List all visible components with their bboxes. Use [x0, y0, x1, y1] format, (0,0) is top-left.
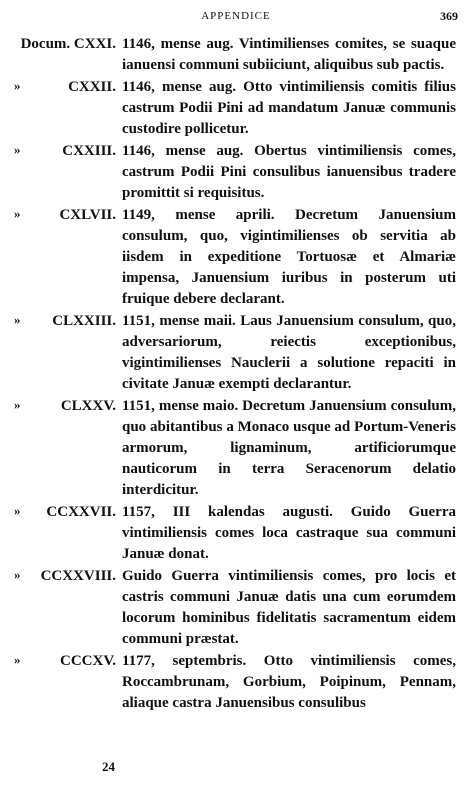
document-entry	[0, 502, 472, 565]
document-number: CXLVII.	[59, 207, 116, 223]
ditto-mark: »	[14, 567, 21, 582]
document-summary: 1146, mense aug. Otto vintimiliensis comitis filius castrum Podii Pini ad mandatum Januæ communis custodire pollicetur.	[122, 79, 456, 137]
ditto-mark: »	[14, 503, 21, 518]
document-number: CXXII.	[68, 79, 116, 95]
document-summary: 1157, III kalendas augusti. Guido Guerra vintimiliensis comes loca castraque sua communi Januæ donat.	[122, 504, 456, 562]
document-summary: 1151, mense maio. Decretum Januensium consulum, quo abitantibus a Monaco usque ad Portum-Veneris armorum, lignaminum, artificiorumque nauticorum in terra Seracenorum delatio interdicitur.	[122, 398, 456, 498]
ditto-mark: »	[14, 78, 21, 93]
ditto-mark: »	[14, 652, 21, 667]
ditto-mark: »	[14, 397, 21, 412]
document-number: CLXXV.	[60, 398, 116, 414]
document-number: CXXIII.	[62, 143, 116, 159]
document-summary: 1149, mense aprili. Decretum Januensium consulum, quo, vigintimilienses ob servitia ab iisdem in expeditione Tortuosæ et Almariæ impensa, Januensium iuribus in posterum uti fruique debere declarant.	[122, 207, 456, 307]
document-number: CCXXVII.	[46, 504, 116, 520]
document-number: CCXXVIII.	[40, 568, 116, 584]
document-entry	[0, 77, 472, 140]
document-entry	[0, 651, 472, 714]
document-number: Docum. CXXI.	[20, 36, 116, 52]
document-list	[0, 34, 472, 715]
page-number: 369	[440, 9, 458, 23]
page-header	[0, 8, 472, 26]
document-summary: Guido Guerra vintimiliensis comes, pro locis et castris communi Januæ datis una cum eorumdem locorum hominibus fidelitatis sacramentum eidem communi præstat.	[122, 568, 456, 647]
document-entry	[0, 311, 472, 395]
ditto-mark: »	[14, 142, 21, 157]
signature-mark: 24	[102, 759, 115, 774]
document-entry	[0, 205, 472, 310]
ditto-mark: »	[14, 312, 21, 327]
document-summary: 1146, mense aug. Vintimilienses comites, se suaque ianuensi communi subiiciunt, aliquibus sub pactis.	[122, 36, 456, 73]
document-summary: 1177, septembris. Otto vintimiliensis comes, Roccambrunam, Gorbium, Poipinum, Pennam, aliaque castra Januensibus consulibus	[122, 653, 456, 711]
document-summary: 1146, mense aug. Obertus vintimiliensis comes, castrum Podii Pini consulibus ianuensibus tradere promittit si requisitus.	[122, 143, 456, 201]
document-entry	[0, 396, 472, 501]
document-entry	[0, 566, 472, 650]
document-summary: 1151, mense maii. Laus Januensium consulum, quo, adversariorum, reiectis exceptionibus, vigintimilienses Nauclerii a solutione repaciti in civitate Januæ exempti declarantur.	[122, 313, 456, 392]
running-title: APPENDICE	[201, 10, 271, 22]
ditto-mark: »	[14, 206, 21, 221]
document-number: CLXXIII.	[52, 313, 116, 329]
document-entry	[0, 141, 472, 204]
document-number: CCCXV.	[60, 653, 116, 669]
document-entry	[0, 34, 472, 76]
